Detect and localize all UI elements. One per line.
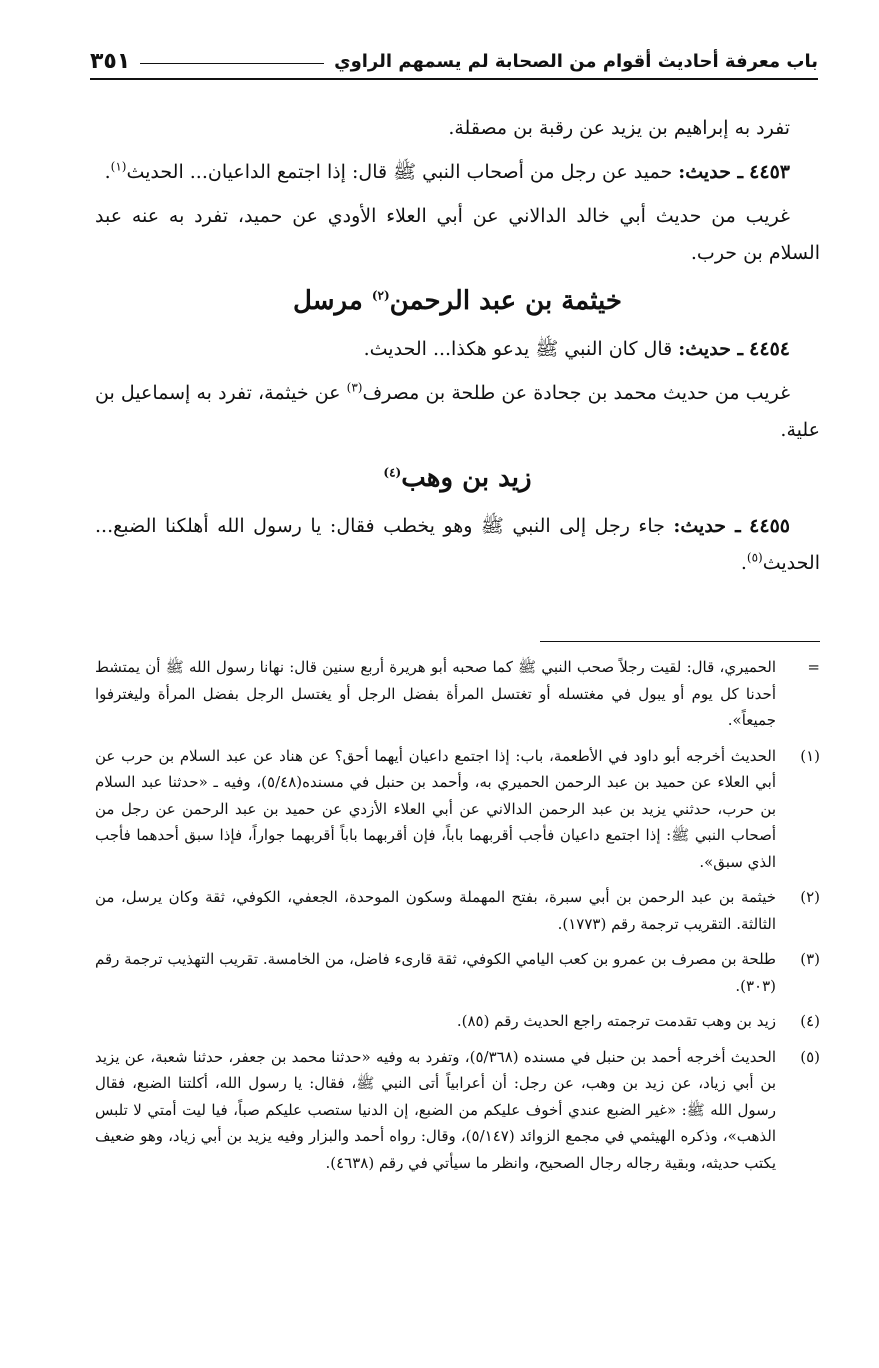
footnote-1 [95,743,820,876]
hadith-number: ٤٤٥٤ [749,338,790,360]
footnote-text: زيد بن وهب تقدمت ترجمته راجع الحديث رقم (٨٥). [456,1012,776,1030]
footnote-continued [95,654,820,734]
footnote-ref-3[interactable]: (٣) [346,380,363,395]
heading-text: خيثمة بن عبد الرحمن [389,286,622,316]
page-number: ٣٥١ [90,49,131,74]
footnote-label: (٢) [800,888,820,906]
paragraph-gharib-2 [95,375,820,449]
footnote-text: الحميري، قال: لقيت رجلاً صحب النبي ﷺ كما صحبه أبو هريرة أربع سنين قال: نهانا رسول الله ﷺ أن يمتشط أحدنا كل يوم أو يبول في مغتسله أو تغتسل المرأة بفضل الرجل أو يغتسل الرجل بفضل المرأة وليغترفوا جميعاً». [95,658,776,729]
hadith-end: . [740,552,747,574]
footnote-text: الحديث أخرجه أبو داود في الأطعمة، باب: إذا اجتمع داعيان أيهما أحق؟ عن هناد عن عبد السلام بن حرب عن أبي العلاء عن حميد بن عبد الرحمن الحميري به، وأحمد بن حنبل في مسنده(٥/٤٨)، وفيه ـ «حدثنا عبد السلام بن حرب، حدثني يزيد بن عبد الرحمن الدالاني عن أبي العلاء الأزدي عن حميد بن عبد الرحمن عن رجل من أصحاب النبي ﷺ: إذا اجتمع داعيان فأجب أقربهما باباً، فإن أقربهما باباً أقربهما جواراً، فإذا سبق أحدهما فأجب الذي سبق». [95,746,776,871]
heading-text: زيد بن وهب [401,463,532,493]
footnote-text: خيثمة بن عبد الرحمن بن أبي سبرة، بفتح المهملة وسكون الموحدة، الجعفي، الكوفي، ثقة وكان يرسل، من الثالثة. التقريب ترجمة رقم (١٧٧٣). [95,888,776,933]
hadith-number: ٤٤٥٣ [749,161,790,183]
footnote-ref-5[interactable]: (٥) [746,550,763,565]
paragraph-tafarrud [95,110,820,147]
hadith-text: جاء رجل إلى النبي ﷺ وهو يخطب فقال: يا رسول الله أهلكنا الضبع... الحديث [95,515,820,574]
hadith-label: ـ حديث: [673,515,741,537]
hadith-label: ـ حديث: [678,161,744,183]
footnote-separator [540,641,820,642]
footnote-ref-4[interactable]: (٤) [383,465,402,480]
hadith-text: حميد عن رجل من أصحاب النبي ﷺ قال: إذا اجتمع الداعيان... الحديث [126,161,679,183]
footnotes [95,654,820,1185]
footnote-ref-1[interactable]: (١) [110,159,127,174]
running-header [90,38,818,80]
footnote-ref-2[interactable]: (٢) [371,288,390,303]
hadith-label: ـ حديث: [678,338,744,360]
footnote-label: (١) [800,746,820,765]
footnote-label: (٣) [800,950,820,968]
hadith-end: . [104,161,111,183]
footnote-text: الحديث أخرجه أحمد بن حنبل في مسنده (٥/٣٦٨)، وتفرد به وفيه «حدثنا محمد بن جعفر، حدثنا شعبة، عن يزيد بن أبي زياد، عن زيد بن وهب، عن رجل: أن أعرابياً أتى النبي ﷺ، فقال: يا رسول الله، أكلتنا الضبع، فقال رسول الله ﷺ: «غير الضبع عندي أخوف عليكم من الضبع، إن الدنيا ستصب عليكم صباً، فيا ليت أمتي لا تلبس الذهب»، وذكره الهيثمي في مجمع الزوائد (٥/١٤٧)، وقال: رواه أحمد والبزار وفيه يزيد بن أبي زياد، وهو ضعيف يكتب حديثه، وبقية رجاله رجال الصحيح، وانظر ما سيأتي في رقم (٤٦٣٨). [95,1047,776,1172]
hadith-text: قال كان النبي ﷺ يدعو هكذا... الحديث. [363,338,679,360]
paragraph-text: غريب من حديث أبي خالد الدالاني عن أبي العلاء الأودي عن حميد، تفرد به عنه عبد السلام بن حرب. [95,205,820,264]
paragraph-text: غريب من حديث محمد بن جحادة عن طلحة بن مصرف [362,382,791,404]
chapter-title: باب معرفة أحاديث أقوام من الصحابة لم يسمهم الراوي [334,51,818,72]
paragraph-gharib-1 [95,198,820,272]
hadith-4453 [95,154,820,191]
section-heading-khaythama [95,279,820,323]
footnote-5 [95,1044,820,1177]
header-rule [140,63,324,64]
footnote-label: = [807,658,820,676]
hadith-number: ٤٤٥٥ [749,515,790,537]
paragraph-text-rest: عن خيثمة، تفرد به إسماعيل بن علية. [95,382,820,441]
footnote-label: (٥) [800,1047,820,1066]
hadith-4454 [95,331,820,368]
paragraph-text: تفرد به إبراهيم بن يزيد عن رقبة بن مصقلة. [448,117,790,139]
footnote-3 [95,946,820,999]
section-heading-zayd [95,456,820,500]
footnote-text: طلحة بن مصرف بن عمرو بن كعب اليامي الكوفي، ثقة قارىء فاضل، من الخامسة. تقريب التهذيب ترجمة رقم (٣٠٣). [95,950,776,995]
main-text [95,110,820,589]
footnote-2 [95,884,820,937]
footnote-4 [95,1008,820,1035]
footnote-label: (٤) [800,1012,820,1030]
heading-suffix: مرسل [293,286,372,316]
hadith-4455 [95,508,820,582]
